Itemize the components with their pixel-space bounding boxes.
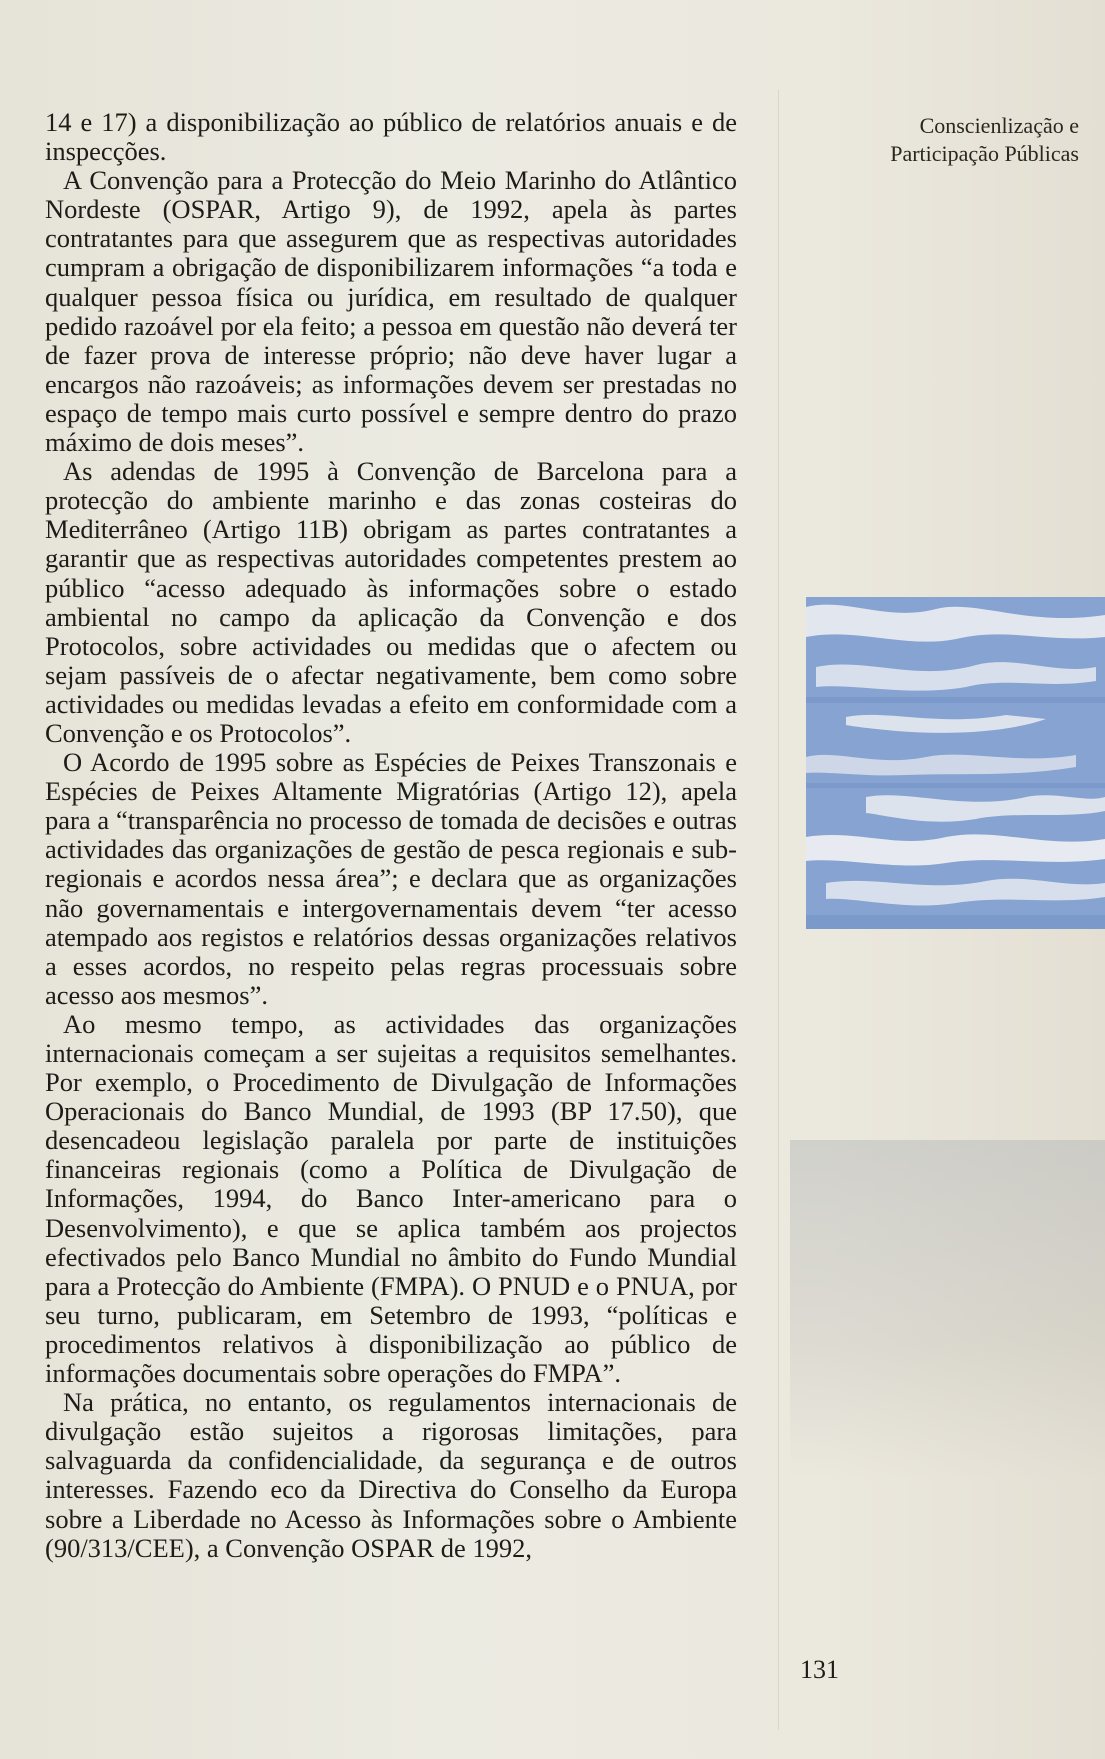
running-head bbox=[819, 112, 1079, 168]
page-number: 131 bbox=[800, 1655, 839, 1684]
paragraph: As adendas de 1995 à Convenção de Barcelona para a protecção do ambiente marinho e das zonas costeiras do Mediterrâneo (Artigo 11B) obrigam as partes contratantes a garantir que as respectivas autoridades competentes prestem ao público “acesso adequado às informações sobre o estado ambiental no campo da aplicação da Convenção e dos Protocolos, sobre actividades ou medidas que o afectem ou sejam passíveis de o afectar negativamente, bem como sobre actividades ou medidas levadas a efeito em conformidade com a Convenção e os Protocolos”. bbox=[45, 456, 737, 748]
column-divider bbox=[778, 90, 779, 1730]
sky-photo bbox=[806, 597, 1105, 929]
lower-photo-tint bbox=[790, 1140, 1105, 1480]
paragraph: Na prática, no entanto, os regulamentos internacionais de divulgação estão sujeitos a rigorosas limitações, para salvaguarda da confidencialidade, da segurança e de outros interesses. Fazendo eco da Directiva do Conselho da Europa sobre a Liberdade no Acesso às Informações sobre o Ambiente (90/313/CEE), a Convenção OSPAR de 1992, bbox=[45, 1387, 737, 1563]
running-head-line-2: Participação Públicas bbox=[890, 141, 1079, 166]
paragraph: O Acordo de 1995 sobre as Espécies de Peixes Transzonais e Espécies de Peixes Altamente Migratórias (Artigo 12), apela para a “transparência no processo de tomada de decisões e outras actividades das organizações de gestão de pesca regionais e sub-regionais e acordos nessa área”; e declara que as organizações não governamentais e intergovernamentais devem “ter acesso atempado aos registos e relatórios dessas organizações relativos a esses acordos, no respeito pelas regras processuais sobre acesso aos mesmos”. bbox=[45, 747, 737, 1010]
running-head-line-1: Conscienlização e bbox=[919, 113, 1079, 138]
main-text-column bbox=[45, 108, 737, 1563]
sky-photo-graphic bbox=[806, 597, 1105, 929]
paragraph: A Convenção para a Protecção do Meio Marinho do Atlântico Nordeste (OSPAR, Artigo 9), de 1992, apela às partes contratantes para que assegurem que as respectivas autoridades cumpram a obrigação de disponibilizarem informações “a toda e qualquer pessoa física ou jurídica, em resultado de qualquer pedido razoável por ela feito; a pessoa em questão não deverá ter de fazer prova de interesse próprio; não deve haver lugar a encargos não razoáveis; as informações devem ser prestadas no espaço de tempo mais curto possível e sempre dentro do prazo máximo de dois meses”. bbox=[45, 165, 737, 458]
paragraph: Ao mesmo tempo, as actividades das organizações internacionais começam a ser sujeitas a requisitos semelhantes. Por exemplo, o Procedimento de Divulgação de Informações Operacionais do Banco Mundial, de 1993 (BP 17.50), que desencadeou legislação paralela por parte de instituições financeiras regionais (como a Política de Divulgação de Informações, 1994, do Banco Inter-americano para o Desenvolvimento), e que se aplica também aos projectos efectivados pelo Banco Mundial no âmbito do Fundo Mundial para a Protecção do Ambiente (FMPA). O PNUD e o PNUA, por seu turno, publicaram, em Setembro de 1993, “políticas e procedimentos relativos à disponibilização ao público de informações documentais sobre operações do FMPA”. bbox=[45, 1008, 737, 1389]
paragraph: 14 e 17) a disponibilização ao público de relatórios anuais e de inspecções. bbox=[45, 107, 737, 167]
